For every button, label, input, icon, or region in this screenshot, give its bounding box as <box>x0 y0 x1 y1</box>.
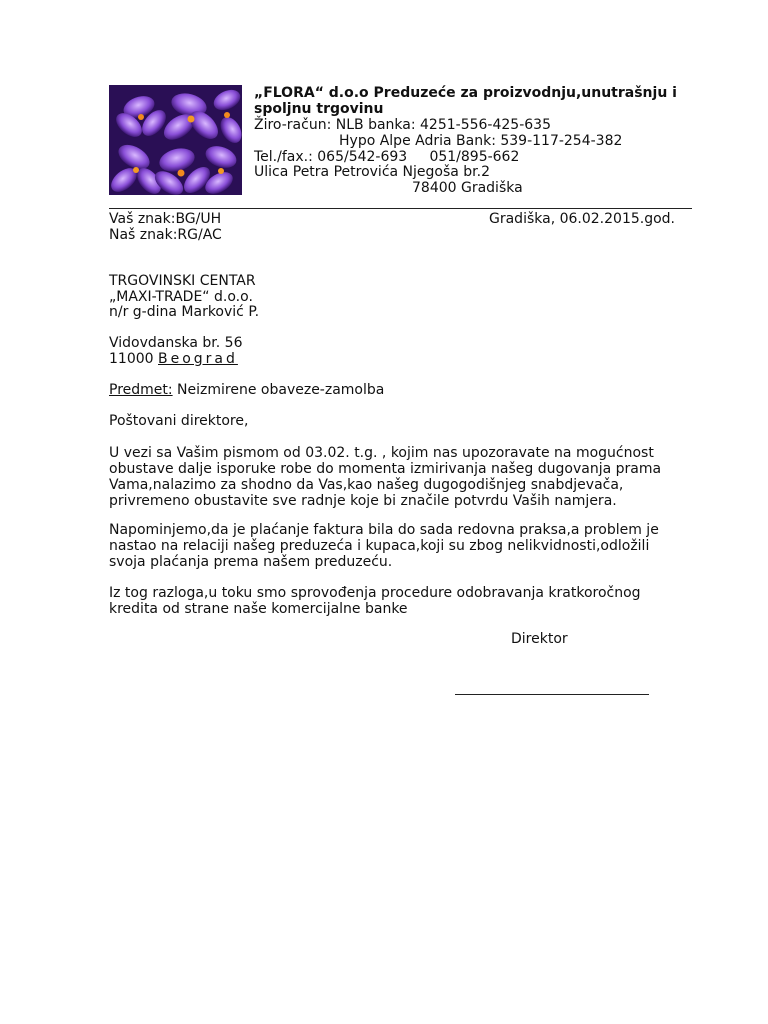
your-reference: Vaš znak:BG/UH <box>109 211 222 227</box>
our-reference: Naš znak:RG/AC <box>109 227 222 243</box>
header-divider <box>109 208 692 209</box>
paragraph-line: Napominjemo,da je plaćanje faktura bila do sada redovna praksa,a problem je <box>109 522 659 538</box>
phone-fax: Tel./fax.: 065/542-693 051/895-662 <box>254 149 520 165</box>
paragraph-line: kredita od strane naše komercijalne banke <box>109 601 408 617</box>
recipient-city: Beograd <box>158 351 238 367</box>
recipient-company: „MAXI-TRADE“ d.o.o. <box>109 289 253 305</box>
paragraph-line: Iz tog razloga,u toku smo sprovođenja procedure odobravanja kratkoročnog <box>109 585 641 601</box>
subject-text: Neizmirene obaveze-zamolba <box>172 382 385 398</box>
place-and-date: Gradiška, 06.02.2015.god. <box>489 211 675 227</box>
body-paragraph-3 <box>109 585 641 617</box>
bank-account-nlb: Žiro-račun: NLB banka: 4251-556-425-635 <box>254 117 551 133</box>
crocus-flowers-logo <box>109 85 242 195</box>
paragraph-line: U vezi sa Vašim pismom od 03.02. t.g. , kojim nas upozoravate na mogućnost <box>109 445 654 461</box>
recipient-postcode: 11000 <box>109 351 154 367</box>
body-paragraph-2 <box>109 522 659 570</box>
recipient-street: Vidovdanska br. 56 <box>109 335 243 351</box>
subject-line <box>109 382 384 398</box>
recipient-attention: n/r g-dina Marković P. <box>109 304 260 320</box>
paragraph-line: Vama,nalazimo za shodno da Vas,kao našeg dugogodišnjeg snabdjevača, <box>109 477 624 493</box>
address-city: 78400 Gradiška <box>412 180 523 196</box>
subject-label: Predmet: <box>109 382 173 398</box>
bank-account-hypo: Hypo Alpe Adria Bank: 539-117-254-382 <box>339 133 623 149</box>
recipient-city-line <box>109 351 238 367</box>
signature-role: Direktor <box>511 631 568 647</box>
body-paragraph-1 <box>109 445 661 509</box>
paragraph-line: svoja plaćanja prema našem preduzeću. <box>109 554 393 570</box>
company-name-line-1: „FLORA“ d.o.o Preduzeće za proizvodnju,unutrašnju i <box>254 85 677 101</box>
company-name-line-2: spoljnu trgovinu <box>254 101 384 117</box>
recipient-line-1: TRGOVINSKI CENTAR <box>109 273 256 289</box>
paragraph-line: privremeno obustavite sve radnje koje bi značile potvrdu Vaših namjera. <box>109 493 617 509</box>
salutation: Poštovani direktore, <box>109 413 249 429</box>
signature-line <box>455 694 649 695</box>
paragraph-line: nastao na relaciji našeg preduzeća i kupaca,koji su zbog nelikvidnosti,odložili <box>109 538 650 554</box>
address-street: Ulica Petra Petrovića Njegoša br.2 <box>254 164 491 180</box>
paragraph-line: obustave dalje isporuke robe do momenta izmirivanja našeg dugovanja prama <box>109 461 662 477</box>
